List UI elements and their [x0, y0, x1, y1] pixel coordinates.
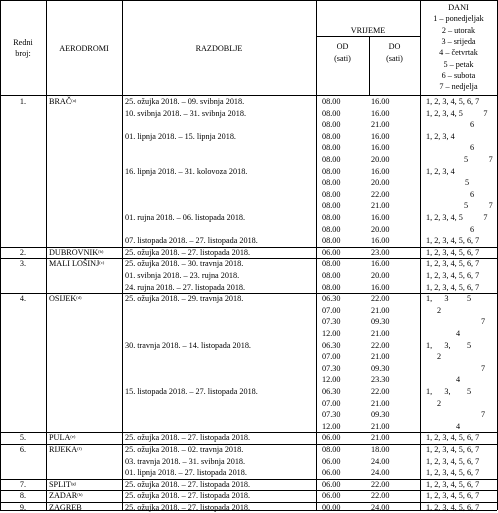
days: 7 [481, 317, 486, 327]
time-from: 08.00 [322, 445, 341, 454]
time-to: 22.00 [371, 189, 390, 199]
days: 1, 2, 3, 4, 5, 6, 7 [426, 445, 480, 454]
time-from: 08.00 [322, 155, 341, 164]
time-from: 08.00 [322, 282, 341, 292]
time-to: 24.00 [371, 503, 390, 512]
header-od-unit: (sati) [334, 54, 351, 63]
column-rule [122, 0, 123, 510]
days: 1, 2, 3, 4, 5, 6, 7 [426, 259, 480, 269]
time-from: 08.00 [322, 108, 341, 118]
days: 5 7 [464, 155, 493, 164]
time-from: 08.00 [322, 189, 341, 199]
days: 1, 2, 3, 4 [426, 131, 455, 141]
footnote-marker: (g) [70, 480, 77, 486]
header-dani-line: DANI [448, 3, 469, 12]
time-to: 16.00 [371, 143, 390, 153]
footnote-marker: (d) [76, 295, 82, 301]
days: 1, 2, 3, 4, 5, 6, 7 [426, 97, 480, 106]
time-from: 06.30 [322, 387, 341, 396]
time-to: 22.00 [371, 491, 390, 501]
header-aerodromi: AERODROMI [59, 44, 109, 53]
time-to: 21.00 [371, 398, 390, 408]
days: 4 [456, 421, 461, 431]
time-from: 08.00 [322, 271, 341, 280]
time-from: 07.00 [322, 305, 341, 315]
days: 1, 2, 3, 4, 5 7 [426, 108, 488, 118]
airport-name: ZAGREB [49, 503, 82, 512]
time-to: 09.30 [371, 363, 390, 373]
time-to: 16.00 [371, 166, 390, 176]
time-from: 08.00 [322, 259, 341, 269]
time-to: 21.00 [371, 305, 390, 315]
days: 7 [481, 410, 486, 420]
table-top-rule [0, 0, 497, 1]
days: 1, 2, 3, 4, 5, 6, 7 [426, 456, 480, 466]
days: 1, 2, 3, 4, 5, 6, 7 [426, 433, 480, 443]
header-bottom-rule [0, 95, 497, 96]
days: 1, 3, 5 [426, 387, 472, 396]
header-no-line1: Redni [13, 38, 33, 47]
days: 6 [470, 189, 475, 199]
time-to: 09.30 [371, 410, 390, 420]
period: 30. travnja 2018. – 14. listopada 2018. [125, 340, 251, 350]
period: 16. lipnja 2018. – 31. kolovoza 2018. [125, 166, 248, 176]
time-to: 24.00 [371, 456, 390, 466]
time-from: 08.00 [322, 166, 341, 176]
header-no-line2: broj: [15, 49, 31, 58]
time-to: 21.00 [371, 433, 390, 443]
time-to: 20.00 [371, 224, 390, 234]
days: 4 [456, 329, 461, 338]
days: 4 [456, 375, 461, 385]
airport-number: 5. [19, 433, 27, 443]
days: 1, 2, 3, 4, 5, 6, 7 [426, 491, 480, 501]
airport-name: OSIJEK$^{(d)}$ [49, 294, 82, 304]
airport-name: SPLIT$^{(g)}$ [49, 479, 77, 489]
period: 25. ožujka 2018. – 29. travnja 2018. [125, 294, 244, 304]
days: 1, 2, 3, 4, 5, 6, 7 [426, 468, 480, 478]
time-from: 08.00 [322, 213, 341, 222]
airport-number: 2. [19, 247, 27, 257]
period: 03. travnja 2018. – 31. svibnja 2018. [125, 456, 246, 466]
days: 6 [470, 224, 475, 234]
time-to: 21.00 [371, 329, 390, 338]
time-from: 06.00 [322, 433, 341, 443]
time-to: 23.30 [371, 375, 390, 385]
days: 6 [470, 120, 475, 130]
airport-number: 1. [19, 97, 27, 106]
time-to: 21.00 [371, 120, 390, 130]
time-to: 16.00 [371, 213, 390, 222]
period: 10. svibnja 2018. – 31. svibnja 2018. [125, 108, 246, 118]
header-razdoblje: RAZDOBLJE [195, 44, 243, 53]
time-to: 18.00 [371, 445, 390, 454]
time-to: 22.00 [371, 294, 390, 304]
header-dani-line: 1 – ponedjeljak [433, 14, 484, 24]
days: 1, 2, 3, 4 [426, 166, 455, 176]
time-from: 07.30 [322, 410, 341, 420]
airport-name: BRAČ$^{(a)}$ [49, 97, 77, 106]
column-rule [316, 0, 317, 510]
time-from: 06.00 [322, 479, 341, 489]
time-from: 08.00 [322, 143, 341, 153]
airport-number: 8. [19, 491, 27, 501]
footnote-marker: (c) [99, 260, 105, 266]
time-to: 20.00 [371, 178, 390, 188]
period: 25. ožujka 2018. – 09. svibnja 2018. [125, 97, 245, 106]
time-from: 08.00 [322, 131, 341, 141]
header-od: OD [336, 42, 349, 51]
airport-number: 9. [19, 503, 27, 512]
time-from: 06.30 [322, 340, 341, 350]
days: 1, 3 5 [426, 294, 472, 304]
time-to: 23.00 [371, 247, 390, 257]
footnote-marker: (h) [77, 492, 83, 498]
time-to: 16.00 [371, 259, 390, 269]
time-from: 07.00 [322, 352, 341, 362]
airport-number: 7. [19, 479, 27, 489]
days: 1, 2, 3, 4, 5 7 [426, 213, 488, 222]
period: 01. rujna 2018. – 06. listopada 2018. [125, 213, 246, 222]
period: 25. ožujka 2018. – 30. travnja 2018. [125, 259, 244, 269]
time-from: 12.00 [322, 421, 341, 431]
period: 01. svibnja 2018. – 23. rujna 2018. [125, 271, 240, 280]
airport-name: MALI LOŠINJ$^{(c)}$ [49, 259, 105, 269]
time-to: 24.00 [371, 468, 390, 478]
time-to: 22.00 [371, 479, 390, 489]
time-to: 16.00 [371, 108, 390, 118]
days: 5 7 [464, 201, 493, 211]
time-from: 12.00 [322, 375, 341, 385]
time-from: 00.00 [322, 503, 341, 512]
header-dani-line: 2 – utorak [441, 25, 476, 35]
footnote-marker: (b) [98, 248, 104, 254]
time-from: 08.00 [322, 97, 341, 106]
time-to: 16.00 [371, 236, 390, 246]
period: 07. listopada 2018. – 27. listopada 2018. [125, 236, 258, 246]
period: 25. ožujka 2018. – 27. listopada 2018. [125, 491, 251, 501]
airport-name: DUBROVNIK$^{(b)}$ [49, 247, 104, 257]
time-from: 06.00 [322, 468, 341, 478]
time-to: 20.00 [371, 271, 390, 280]
time-from: 07.30 [322, 363, 341, 373]
time-from: 08.00 [322, 178, 341, 188]
header-dani-line: 5 – petak [443, 59, 474, 69]
header-dani-line: 6 – subota [441, 70, 476, 80]
period: 01. lipnja 2018. – 27. listopada 2018. [125, 468, 247, 478]
time-to: 09.30 [371, 317, 390, 327]
header-do-unit: (sati) [386, 54, 403, 63]
airport-name: RIJEKA$^{(f)}$ [49, 445, 82, 454]
airport-number: 3. [19, 259, 27, 269]
footnote-marker: (f) [77, 446, 82, 451]
time-from: 06.00 [322, 491, 341, 501]
time-from: 06.00 [322, 247, 341, 257]
footnote-marker: (e) [70, 434, 76, 440]
time-to: 22.00 [371, 340, 390, 350]
time-from: 06.00 [322, 456, 341, 466]
time-to: 16.00 [371, 131, 390, 141]
time-from: 07.30 [322, 317, 341, 327]
time-from: 08.00 [322, 201, 341, 211]
period: 25. ožujka 2018. – 27. listopada 2018. [125, 479, 251, 489]
days: 5 [465, 178, 470, 188]
period: 25. ožujka 2018. – 27. listopada 2018. [125, 433, 251, 443]
days: 1, 3, 5 [426, 340, 472, 350]
time-to: 21.00 [371, 352, 390, 362]
vrijeme-underline [316, 36, 420, 37]
time-from: 07.00 [322, 398, 341, 408]
days: 1, 2, 3, 4, 5, 6, 7 [426, 479, 480, 489]
time-to: 20.00 [371, 155, 390, 164]
time-to: 22.00 [371, 387, 390, 396]
header-dani-line: 3 – srijeda [441, 36, 476, 46]
period: 01. lipnja 2018. – 15. lipnja 2018. [125, 131, 236, 141]
period: 25. ožujka 2018. – 27. listopada 2018. [125, 503, 251, 512]
time-to: 21.00 [371, 421, 390, 431]
footnote-marker: (a) [71, 98, 77, 103]
period: 25. ožujka 2018. – 02. travnja 2018. [125, 445, 244, 454]
time-to: 16.00 [371, 282, 390, 292]
days: 1, 2, 3, 4, 5, 6, 7 [426, 282, 480, 292]
period: 25. ožujka 2018. – 27. listopada 2018. [125, 247, 251, 257]
days: 7 [481, 363, 486, 373]
airport-number: 4. [19, 294, 27, 304]
airport-name: PULA$^{(e)}$ [49, 433, 76, 443]
days: 6 [470, 143, 475, 153]
days: 2 [437, 352, 442, 362]
header-vrijeme: VRIJEME [350, 26, 386, 35]
header-do: DO [388, 42, 401, 51]
days: 2 [437, 398, 442, 408]
time-to: 16.00 [371, 97, 390, 106]
airport-number: 6. [19, 445, 27, 454]
time-from: 08.00 [322, 224, 341, 234]
days: 1, 2, 3, 4, 5, 6, 7 [426, 247, 480, 257]
time-from: 08.00 [322, 236, 341, 246]
period: 15. listopada 2018. – 27. listopada 2018. [125, 387, 258, 396]
days: 1, 2, 3, 4, 5, 6, 7 [426, 503, 480, 512]
period: 24. rujna 2018. – 27. listopada 2018. [125, 282, 246, 292]
header-dani-line: 7 – nedjelja [439, 82, 478, 92]
days: 1, 2, 3, 4, 5, 6, 7 [426, 236, 480, 246]
airport-name: ZADAR$^{(h)}$ [49, 491, 83, 501]
time-to: 21.00 [371, 201, 390, 211]
days: 2 [437, 305, 442, 315]
header-dani-line: 4 – četvrtak [439, 48, 478, 58]
time-from: 12.00 [322, 329, 341, 338]
column-rule [46, 0, 47, 510]
days: 1, 2, 3, 4, 5, 6, 7 [426, 271, 480, 280]
time-from: 08.00 [322, 120, 341, 130]
time-from: 06.30 [322, 294, 341, 304]
